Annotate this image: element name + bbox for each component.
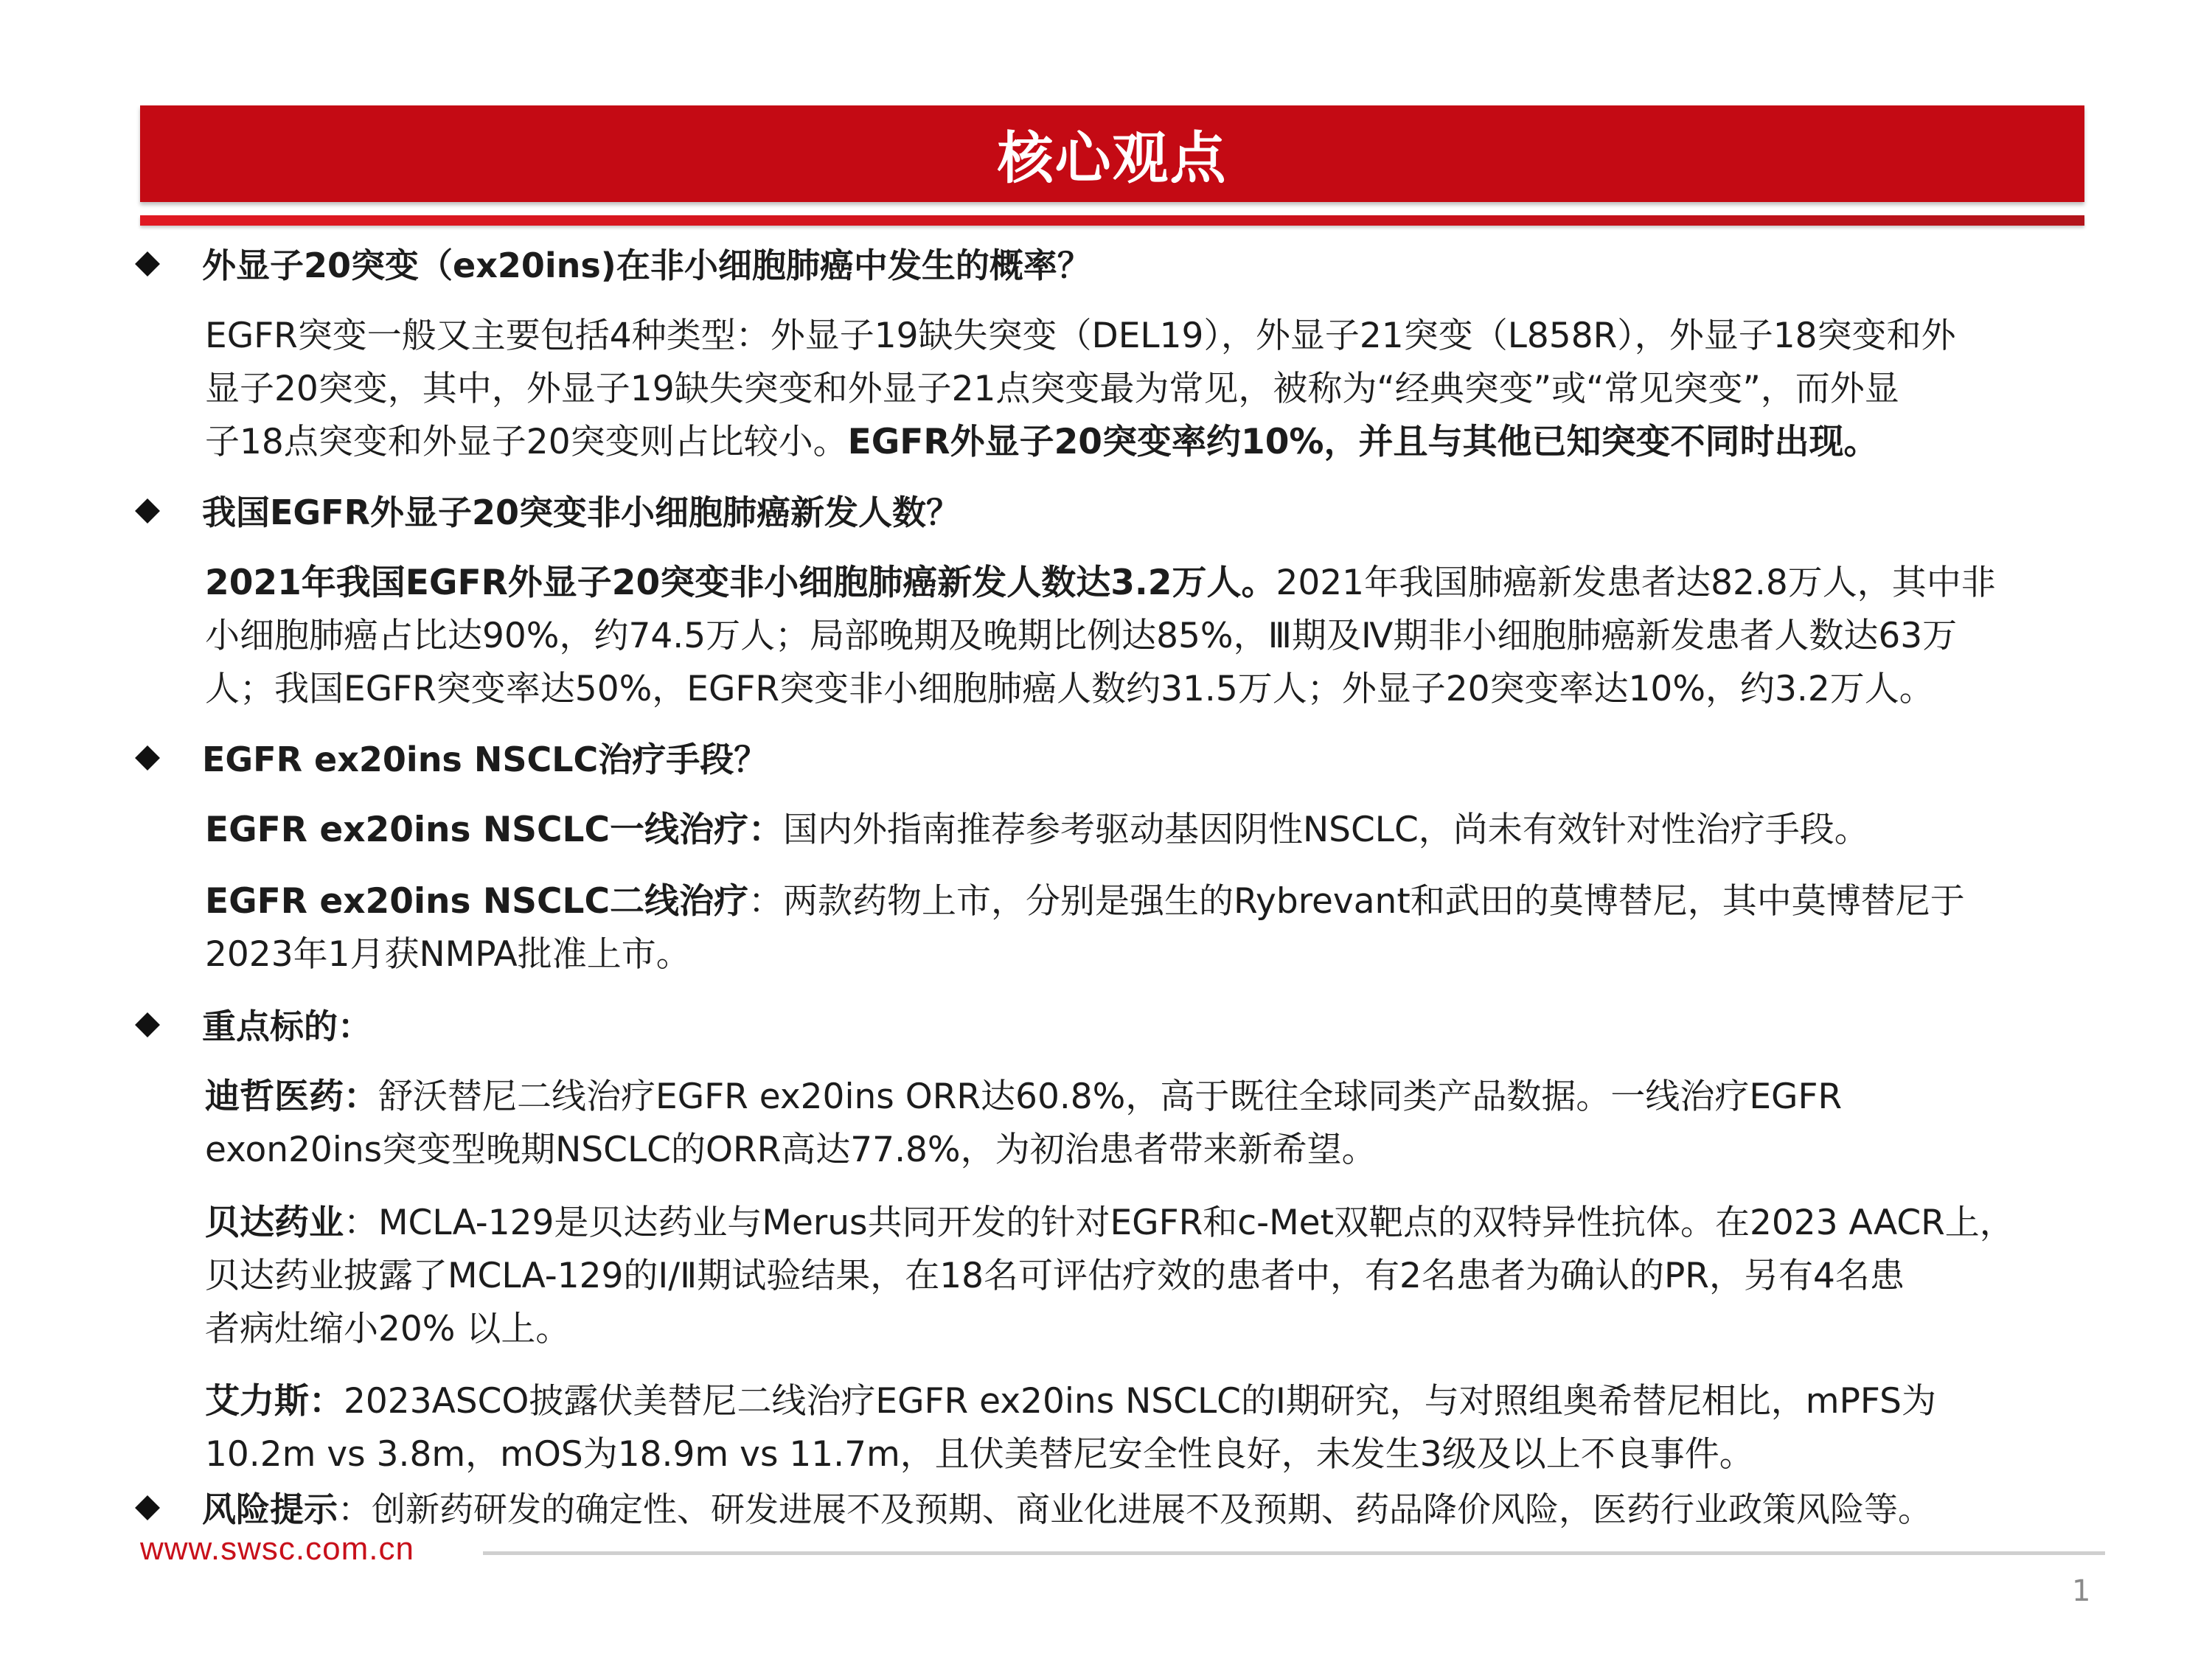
page-title: 核心观点 <box>997 125 1228 191</box>
highlight-text: 2021年我国EGFR外显子20突变非小细胞肺癌新发人数达3.2万人。 <box>205 563 1276 603</box>
text-line: 2021年我国EGFR外显子20突变非小细胞肺癌新发人数达3.2万人。2021年我国肺癌新发患者达82.8万人，其中非 <box>205 563 1996 603</box>
risk-label: 风险提示 <box>202 1489 338 1529</box>
text-line: 者病灶缩小20% 以上。 <box>205 1309 571 1349</box>
text-line: EGFR ex20ins NSCLC一线治疗：国内外指南推荐参考驱动基因阴性NSCLC，尚未有效针对性治疗手段。 <box>205 810 1869 850</box>
text-line: exon20ins突变型晚期NSCLC的ORR高达77.8%，为初治患者带来新希望。 <box>205 1130 1377 1170</box>
section-heading-2: 我国EGFR外显子20突变非小细胞肺癌新发人数？ <box>139 490 2144 535</box>
diamond-bullet-icon <box>135 1012 160 1037</box>
item-label: 贝达药业 <box>205 1203 344 1243</box>
text-line: 显子20突变，其中，外显子19缺失突变和外显子21点突变最为常见，被称为“经典突变”或“常见突变”，而外显 <box>205 369 1899 409</box>
title-banner <box>140 105 2084 202</box>
text-line: 10.2m vs 3.8m，mOS为18.9m vs 11.7m，且伏美替尼安全性良好，未发生3级及以上不良事件。 <box>205 1434 1754 1475</box>
highlight-text: EGFR外显子20突变率约10%，并且与其他已知突变不同时出现。 <box>847 422 1879 462</box>
second-line-treatment <box>205 875 2107 981</box>
company-betta <box>205 1197 2107 1356</box>
text-line: EGFR ex20ins NSCLC二线治疗：两款药物上市，分别是强生的Rybrevant和武田的莫博替尼，其中莫博替尼于 <box>205 881 1965 922</box>
text-line: 艾力斯：2023ASCO披露伏美替尼二线治疗EGFR ex20ins NSCLC的Ⅰ期研究，与对照组奥希替尼相比，mPFS为 <box>205 1381 1936 1422</box>
section-2-paragraph <box>205 557 2107 716</box>
text-line: 贝达药业披露了MCLA-129的Ⅰ/Ⅱ期试验结果，在18名可评估疗效的患者中，有2名患者为确认的PR，另有4名患 <box>205 1256 1905 1296</box>
risk-text: ：创新药研发的确定性、研发进展不及预期、商业化进展不及预期、药品降价风险，医药行业政策风险等。 <box>338 1489 1932 1529</box>
item-label: 迪哲医药： <box>205 1077 378 1117</box>
first-line-treatment <box>205 804 2107 857</box>
risk-warning <box>139 1487 2174 1531</box>
text-line: 小细胞肺癌占比达90%，约74.5万人；局部晚期及晚期比例达85%，Ⅲ期及Ⅳ期非小细胞肺癌新发患者人数达63万 <box>205 616 1958 656</box>
footer-url[interactable]: www.swsc.com.cn <box>140 1531 414 1567</box>
item-label: 艾力斯： <box>205 1381 344 1422</box>
section-1-paragraph <box>205 310 2107 469</box>
diamond-bullet-icon <box>135 498 160 524</box>
section-heading-1: 外显子20突变（ex20ins)在非小细胞肺癌中发生的概率？ <box>139 243 2144 288</box>
section-heading-3: EGFR ex20ins NSCLC治疗手段？ <box>139 737 2144 782</box>
diamond-bullet-icon <box>135 1495 160 1520</box>
diamond-bullet-icon <box>135 745 160 771</box>
text-line: 迪哲医药：舒沃替尼二线治疗EGFR ex20ins ORR达60.8%，高于既往全球同类产品数据。一线治疗EGFR <box>205 1077 1843 1117</box>
company-allist <box>205 1375 2107 1481</box>
text-line: 贝达药业：MCLA-129是贝达药业与Merus共同开发的针对EGFR和c-Met双靶点的双特异性抗体。在2023 AACR上， <box>205 1203 2014 1243</box>
item-label: EGFR ex20ins NSCLC二线治疗 <box>205 881 748 922</box>
company-dizal <box>205 1071 2107 1177</box>
diamond-bullet-icon <box>135 251 160 276</box>
page-number: 1 <box>2072 1574 2091 1608</box>
title-underline <box>140 215 2084 226</box>
text-line: 人；我国EGFR突变率达50%，EGFR突变非小细胞肺癌人数约31.5万人；外显子20突变率达10%，约3.2万人。 <box>205 669 1934 709</box>
footer-divider <box>483 1551 2105 1555</box>
item-label: EGFR ex20ins NSCLC一线治疗： <box>205 810 783 850</box>
text-line: 子18点突变和外显子20突变则占比较小。EGFR外显子20突变率约10%，并且与其他已知突变不同时出现。 <box>205 422 1879 462</box>
text-line: 2023年1月获NMPA批准上市。 <box>205 934 691 975</box>
text-line: EGFR突变一般又主要包括4种类型：外显子19缺失突变（DEL19），外显子21突变（L858R），外显子18突变和外 <box>205 316 1956 356</box>
section-heading-4: 重点标的： <box>139 1004 2144 1048</box>
